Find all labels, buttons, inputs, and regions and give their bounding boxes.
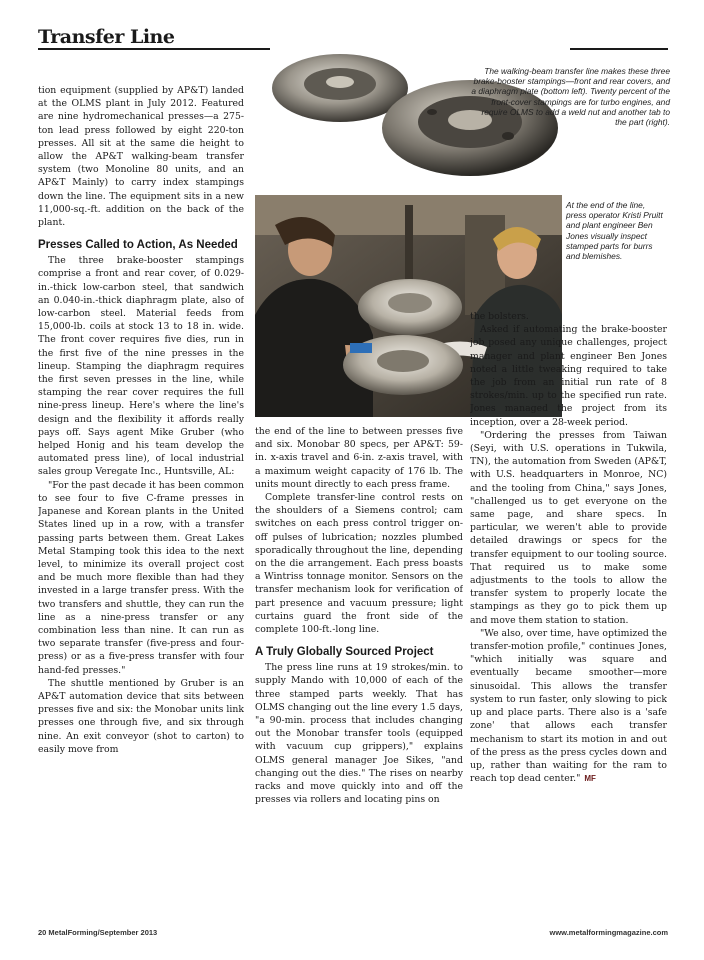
article-column-1 xyxy=(38,84,244,906)
col2-paragraph: the end of the line to between presses five and six. Monobar 80 specs, per AP&T: 59-in. x-axis travel and 6-in. z-axis travel, with a maximum weight capacity of 176 lb. The units mount directly to each press frame. xyxy=(255,426,463,490)
section-title: Transfer Line xyxy=(38,26,175,48)
footer-website: www.metalformingmagazine.com xyxy=(549,928,668,937)
col2-paragraph: Complete transfer-line control rests on the shoulders of a Siemens control; cam switches on each press control trigger on-off pulses of lubrication; nozzles plumbed sporadically throughout the line, depending on the die arrangement. Each press boasts a Wintriss tonnage monitor. Sensors on the transfer mechanism look for verification of part presence and vacuum pressure; light curtains guard the front side of the complete 100-ft.-long line. xyxy=(255,492,463,636)
col3-paragraph: Asked if automating the brake-booster job posed any unique challenges, project manager and plant engineer Ben Jones noted a little tweaking required to take the job from an initial run rate of 8 strokes/min. up to the specified run rate. Jones managed the project from its inception, over a 28-week period. xyxy=(470,324,667,428)
subhead-presses: Presses Called to Action, As Needed xyxy=(38,239,238,252)
col3-paragraph: "Ordering the presses from Taiwan (Seyi, with U.S. operations in Tukwila, TN), the automation from Sweden (AP&T, with U.S. headquarters in Monroe, NC) and the tooling from China," says Jones, "challenged us to get everyone on the same page, and share specs. In particular, we weren't able to provide detailed drawings or specs for the transfer equipment to our tooling source. That required us to make some adjustments to the tools to allow the transfer system to properly locate the stampings as they go to pick them up and move them station to station. xyxy=(470,429,667,626)
col3-paragraph xyxy=(470,627,667,785)
col1-paragraph: The three brake-booster stampings comprise a front and rear cover, of 0.029-in.-thick low-carbon steel, that sandwich an 0.040-in.-thick diaphragm plate, also of low-carbon steel. Material feeds from 15,000-lb. coils at stock 13 to 18 in. wide. The front cover requires five dies, run in the first five of the nine presses in the lineup. Stamping the diaphragm requires the first seven presses in the line, while stamping the rear cover requires the full nine-press lineup. Here's where the line's design and the flexibility it affords really pays off. Says agent Mike Gruber (who helped Honig and his team develop the automated press line), of local industrial sales group Veregate Inc., Huntsville, AL: xyxy=(38,255,244,478)
col2-paragraph: The press line runs at 19 strokes/min. to supply Mando with 10,000 of each of the three stamped parts weekly. That has OLMS changing out the line every 1.5 days, "a 90-min. process that includes changing out the Monobar transfer tools (equipped with vacuum cup grippers)," explains OLMS general manager Joe Sikes, "and changing out the dies." The rises on nearby racks and move quickly into and off the presses via rollers and locating pins on xyxy=(255,662,463,806)
end-mark: MF xyxy=(584,774,596,784)
subhead-global: A Truly Globally Sourced Project xyxy=(255,646,434,659)
article-column-2 xyxy=(255,425,463,905)
col1-paragraph: "For the past decade it has been common to see four to five C-frame presses in Japanese and Korean plants in the United States lined up in a row, with a transfer passing parts between them. Great Lakes Metal Stamping took this idea to the next level, to minimize its overall project cost and be much more flexible than had they invested in a large transfer press. With the two transfers and shuttle, they can run the line as a nine-press transfer or any combination less than nine. It can run as two separate transfer (five-press and four-press) or as a five-press transfer with four hand-fed presses." xyxy=(38,479,244,676)
article-column-3 xyxy=(470,310,667,905)
col1-paragraph: The shuttle mentioned by Gruber is an AP&T automation device that sits between presses five and six: the Monobar units link presses one through five, and six through nine. An exit conveyor (shot to carton) to easily move from xyxy=(38,677,244,755)
col3-paragraph: the bolsters. xyxy=(470,311,529,322)
footer-page-info: 20 MetalForming/September 2013 xyxy=(38,928,158,937)
col1-paragraph: tion equipment (supplied by AP&T) landed at the OLMS plant in July 2012. Featured are nine hydromechanical presses—a 275-ton lead press followed by eight 220-ton presses. All sit at the same die height to allow the AP&T walking-beam transfer system (two Monoline 80 units, and an AP&T Mainly) to carry index stampings down the line. The equipment sits in a new 11,000-sq.-ft. addition on the back of the plant. xyxy=(38,85,244,229)
caption-inspection: At the end of the line, press operator Kristi Pruitt and plant engineer Ben Jones visually inspect stamped parts for burrs and blemishes. xyxy=(566,200,663,262)
caption-stampings: The walking-beam transfer line makes these three brake-booster stampings—front and rear covers, and a diaphragm plate (bottom left). Twenty percent of the front-cover stampings are for turbo engines, and require OLMS to add a weld nut and another tab to the part (right). xyxy=(471,66,670,128)
col3-closing-text: "We also, over time, have optimized the transfer-motion profile," continues Jones, "which initially was square and eventually became smoother—more sinusoidal. This allows the transfer system to run faster, only slowing to pick up and place parts. There also is a 'safe zone' that allows each transfer mechanism to start its motion in and out of the press as the press cycles down and up, rather than waiting for the ram to reach top dead center." xyxy=(470,627,667,785)
